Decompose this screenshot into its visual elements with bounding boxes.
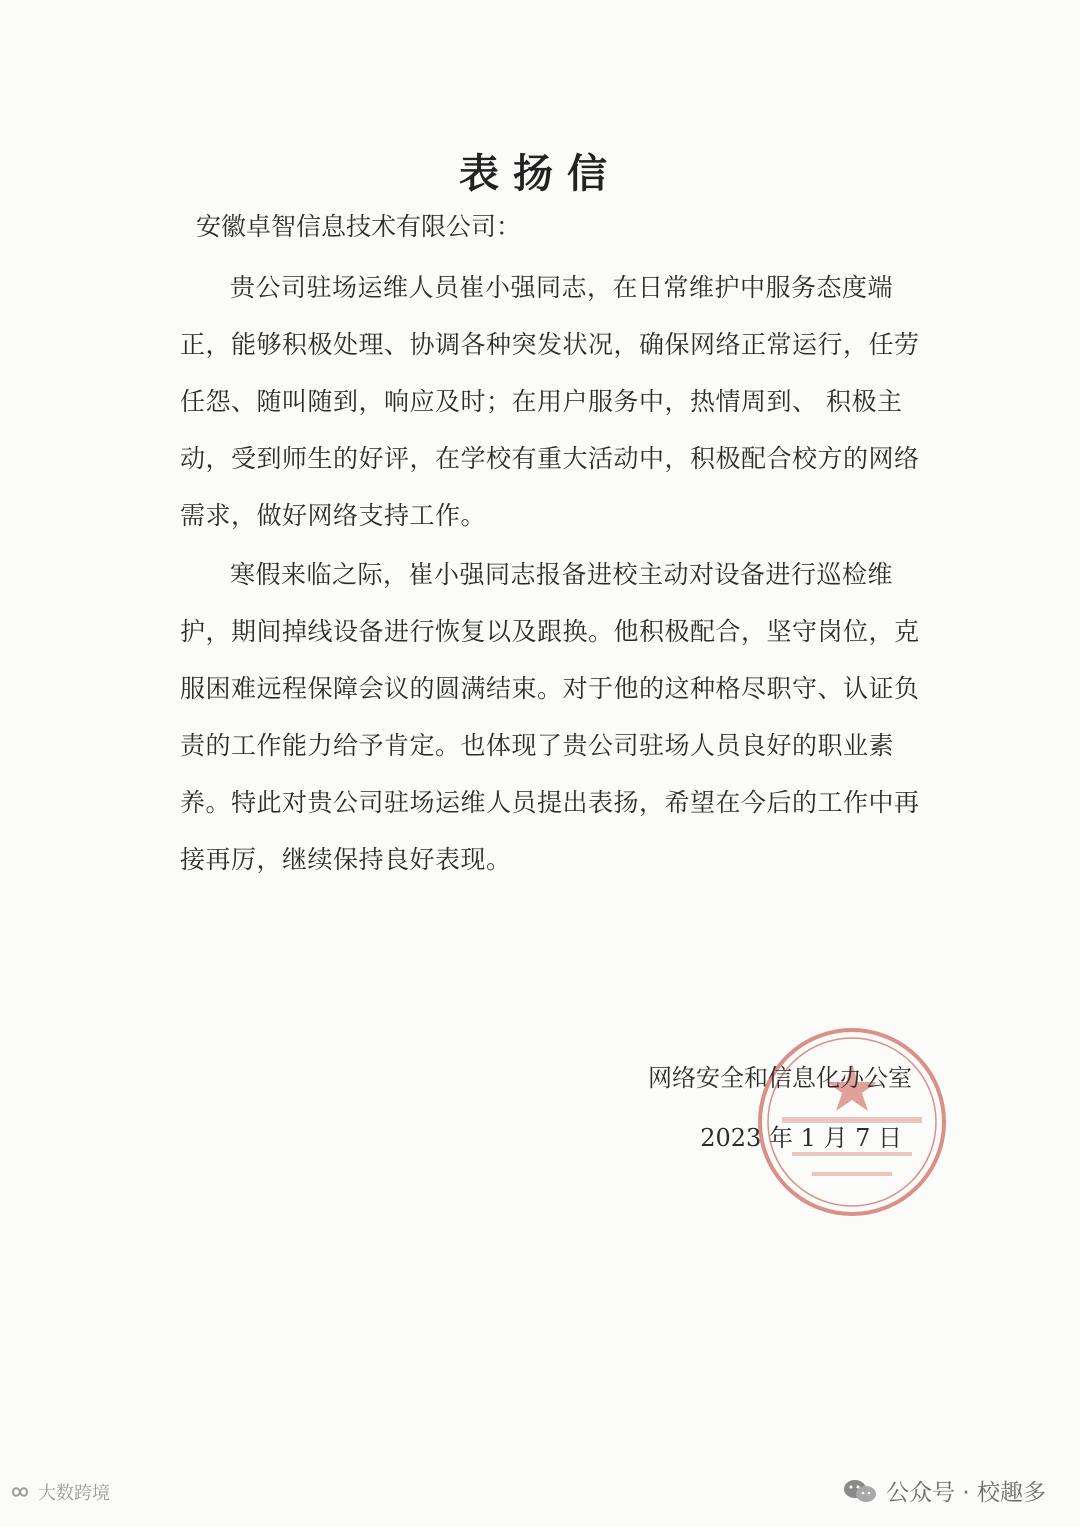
watermark-account: 公众号 · 校趣多	[886, 1480, 1046, 1506]
wechat-icon	[842, 1478, 878, 1504]
signature-date: 2023 年 1 月 7 日	[700, 1124, 902, 1152]
infinity-logo-icon	[6, 1483, 34, 1501]
signature-org: 网络安全和信息化办公室	[648, 1064, 912, 1092]
letter-paragraph-1: 贵公司驻场运维人员崔小强同志，在日常维护中服务态度端正，能够积极处理、协调各种突发状况，确保网络正常运行，任劳任怨、随叫随到，响应及时；在用户服务中，热情周到、 积极主动，受到师生的好评，在学校有重大活动中，积极配合校方的网络需求，做好网络支持工作。	[180, 273, 920, 530]
watermark-brand: 大数跨境	[38, 1483, 110, 1504]
watermark-left	[6, 1479, 110, 1505]
letter-title: 表扬信	[459, 150, 621, 197]
letter-salutation: 安徽卓智信息技术有限公司：	[196, 212, 522, 241]
letter-paragraph-2: 寒假来临之际，崔小强同志报备进校主动对设备进行巡检维护，期间掉线设备进行恢复以及跟换。他积极配合，坚守岗位，克服困难远程保障会议的圆满结束。对于他的这种格尽职守、认证负责的工作能力给予肯定。也体现了贵公司驻场人员良好的职业素养。特此对贵公司驻场运维人员提出表扬，希望在今后的工作中再接再厉，继续保持良好表现。	[180, 560, 920, 874]
watermark-right	[842, 1474, 1046, 1507]
